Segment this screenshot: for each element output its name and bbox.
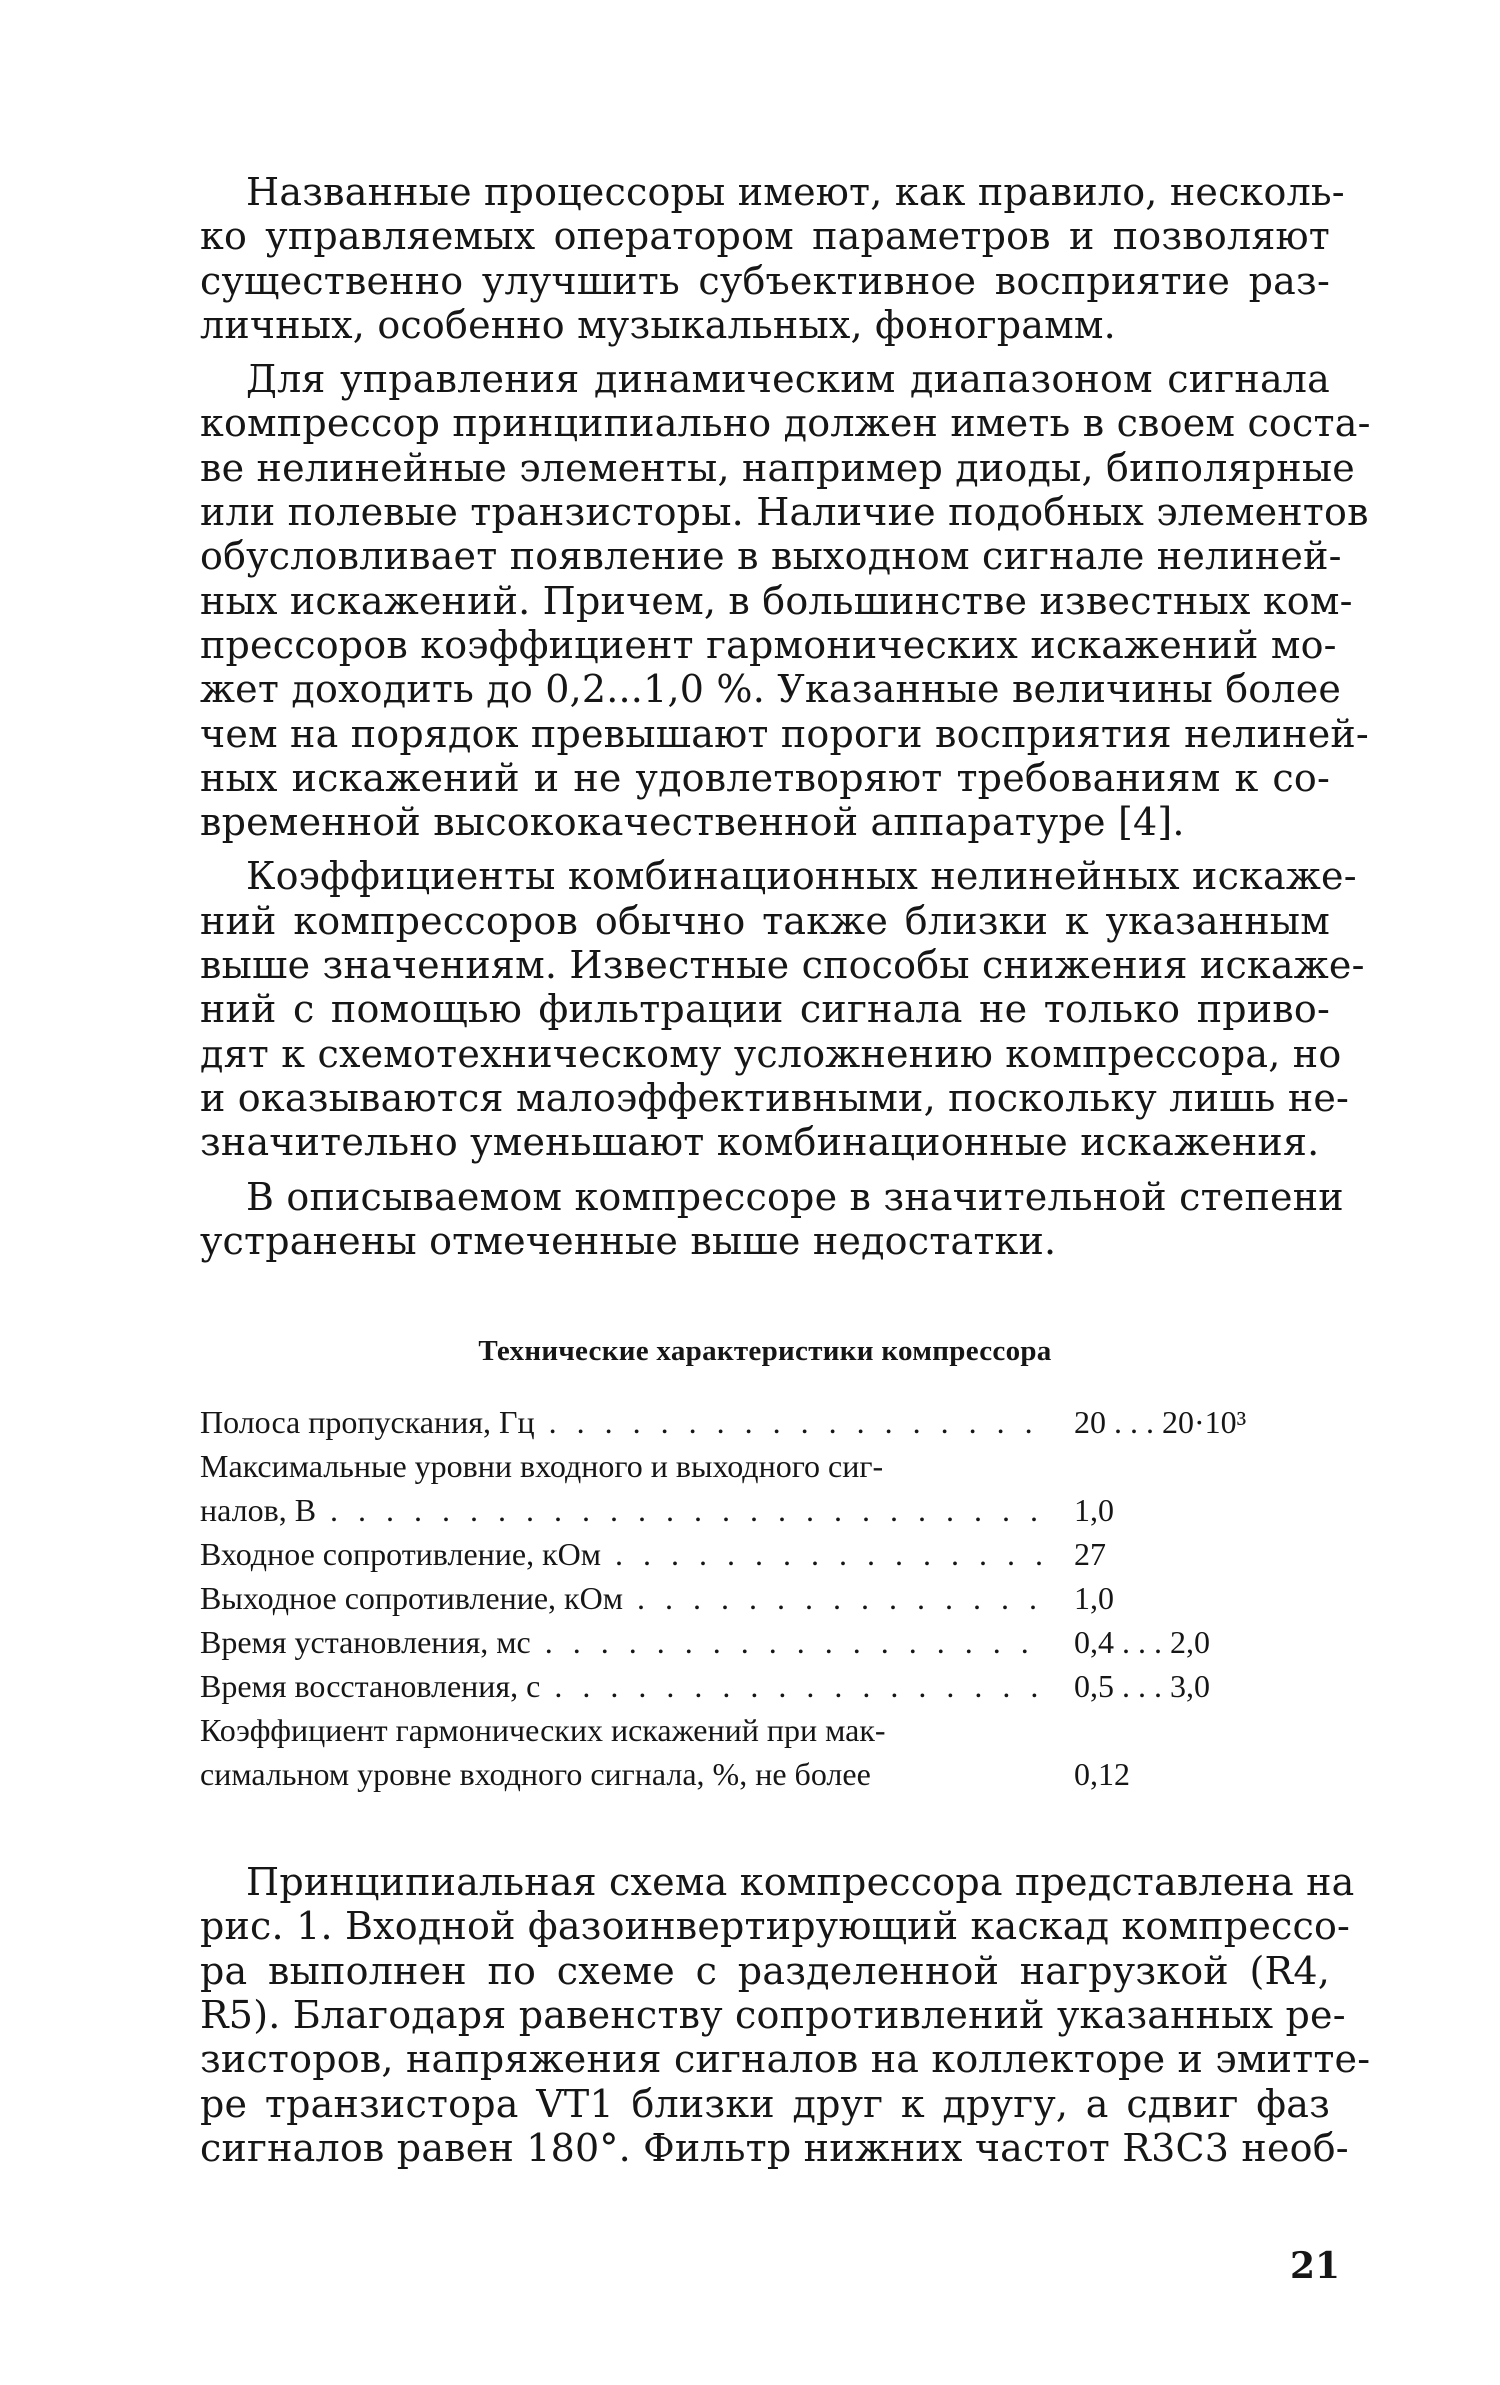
spec-label: Время восстановления, с . . . <box>200 1664 1050 1708</box>
spec-row <box>200 1752 1330 1796</box>
text-line: ний с помощью фильтрации сигнала не только приво- <box>200 987 1330 1032</box>
text-line: ра выполнен по схеме с разделенной нагрузкой (R4, <box>200 1948 1330 1993</box>
text-line: Коэффициенты комбинационных нелинейных искаже- <box>246 854 1357 899</box>
spec-row <box>200 1444 1330 1488</box>
text-line: R5). Благодаря равенству сопротивлений указанных ре- <box>200 1993 1346 2038</box>
text-line: ных искажений. Причем, в большинстве известных ком- <box>200 578 1353 623</box>
spec-row <box>200 1708 1330 1752</box>
text-line: ко управляемых оператором параметров и позволяют <box>200 214 1330 259</box>
paragraph-2 <box>200 357 1371 845</box>
spec-label: Выходное сопротивление, кОм . . . <box>200 1576 1050 1620</box>
text-line: обусловливает появление в выходном сигнале нелиней- <box>200 534 1342 579</box>
spec-value: 1,0 <box>1074 1580 1114 1617</box>
paragraph-5 <box>200 1860 1371 2170</box>
text-line: дят к схемотехническому усложнению компрессора, но <box>200 1031 1342 1076</box>
text-line: зисторов, напряжения сигналов на коллекторе и эмитте- <box>200 2037 1371 2082</box>
text-line: или полевые транзисторы. Наличие подобных элементов <box>200 490 1369 535</box>
text-line: устранены отмеченные выше недостатки. <box>200 1218 1057 1263</box>
spec-label: Максимальные уровни входного и выходного сиг- <box>200 1448 884 1485</box>
text-line: прессоров коэффициент гармонических искажений мо- <box>200 622 1337 667</box>
text-line: значительно уменьшают комбинационные искажения. <box>200 1120 1320 1165</box>
spec-value: 0,5 . . . 3,0 <box>1074 1668 1210 1705</box>
text-line: личных, особенно музыкальных, фонограмм. <box>200 302 1116 347</box>
paragraph-4 <box>200 1174 1344 1264</box>
spec-value: 0,4 . . . 2,0 <box>1074 1624 1210 1661</box>
spec-row <box>200 1532 1330 1576</box>
text-line: Для управления динамическим диапазоном сигнала <box>246 357 1330 402</box>
text-line: сигналов равен 180°. Фильтр нижних частот R3C3 необ- <box>200 2125 1349 2170</box>
text-line: ний компрессоров обычно также близки к указанным <box>200 898 1330 943</box>
spec-row <box>200 1488 1330 1532</box>
spec-label: Полоса пропускания, Гц . . . <box>200 1400 1050 1444</box>
text-line: Принципиальная схема компрессора представлена на <box>246 1860 1355 1905</box>
spec-row <box>200 1400 1330 1444</box>
spec-label: симальном уровне входного сигнала, %, не более <box>200 1756 871 1793</box>
page-number: 21 <box>1290 2245 1341 2287</box>
spec-row <box>200 1664 1330 1708</box>
text-line: рис. 1. Входной фазоинвертирующий каскад компрессо- <box>200 1904 1351 1949</box>
spec-row <box>200 1620 1330 1664</box>
spec-value: 1,0 <box>1074 1492 1114 1529</box>
text-line: временной высококачественной аппаратуре [4]. <box>200 800 1185 845</box>
text-line: и оказываются малоэффективными, поскольку лишь не- <box>200 1075 1350 1120</box>
spec-row <box>200 1576 1330 1620</box>
spec-label: Время установления, мс . . . <box>200 1620 1050 1664</box>
paragraph-1 <box>200 170 1345 347</box>
text-line: жет доходить до 0,2...1,0 %. Указанные величины более <box>200 667 1342 712</box>
spec-label: налов, В . . . <box>200 1488 1050 1532</box>
specs-title: Технические характеристики компрессора <box>478 1335 1052 1368</box>
text-line: В описываемом компрессоре в значительной степени <box>246 1174 1344 1219</box>
text-line: ре транзистора VT1 близки друг к другу, а сдвиг фаз <box>200 2081 1330 2126</box>
text-line: чем на порядок превышают пороги восприятия нелиней- <box>200 711 1369 756</box>
text-line: Названные процессоры имеют, как правило, несколь- <box>246 170 1345 214</box>
text-line: компрессор принципиально должен иметь в своем соста- <box>200 401 1371 446</box>
text-line: существенно улучшить субъективное восприятие раз- <box>200 258 1330 303</box>
text-line: выше значениям. Известные способы снижения искаже- <box>200 943 1365 988</box>
spec-value: 27 <box>1074 1536 1106 1573</box>
specs-table <box>200 1400 1330 1796</box>
text-line: ве нелинейные элементы, например диоды, биполярные <box>200 445 1355 490</box>
spec-value: 20 . . . 20·10³ <box>1074 1404 1247 1441</box>
text-line: ных искажений и не удовлетворяют требованиям к со- <box>200 755 1330 800</box>
spec-value: 0,12 <box>1074 1756 1130 1793</box>
paragraph-3 <box>200 854 1365 1165</box>
page-content <box>200 170 1371 2180</box>
spec-label: Входное сопротивление, кОм . . . <box>200 1532 1050 1576</box>
spec-label: Коэффициент гармонических искажений при мак- <box>200 1712 886 1749</box>
